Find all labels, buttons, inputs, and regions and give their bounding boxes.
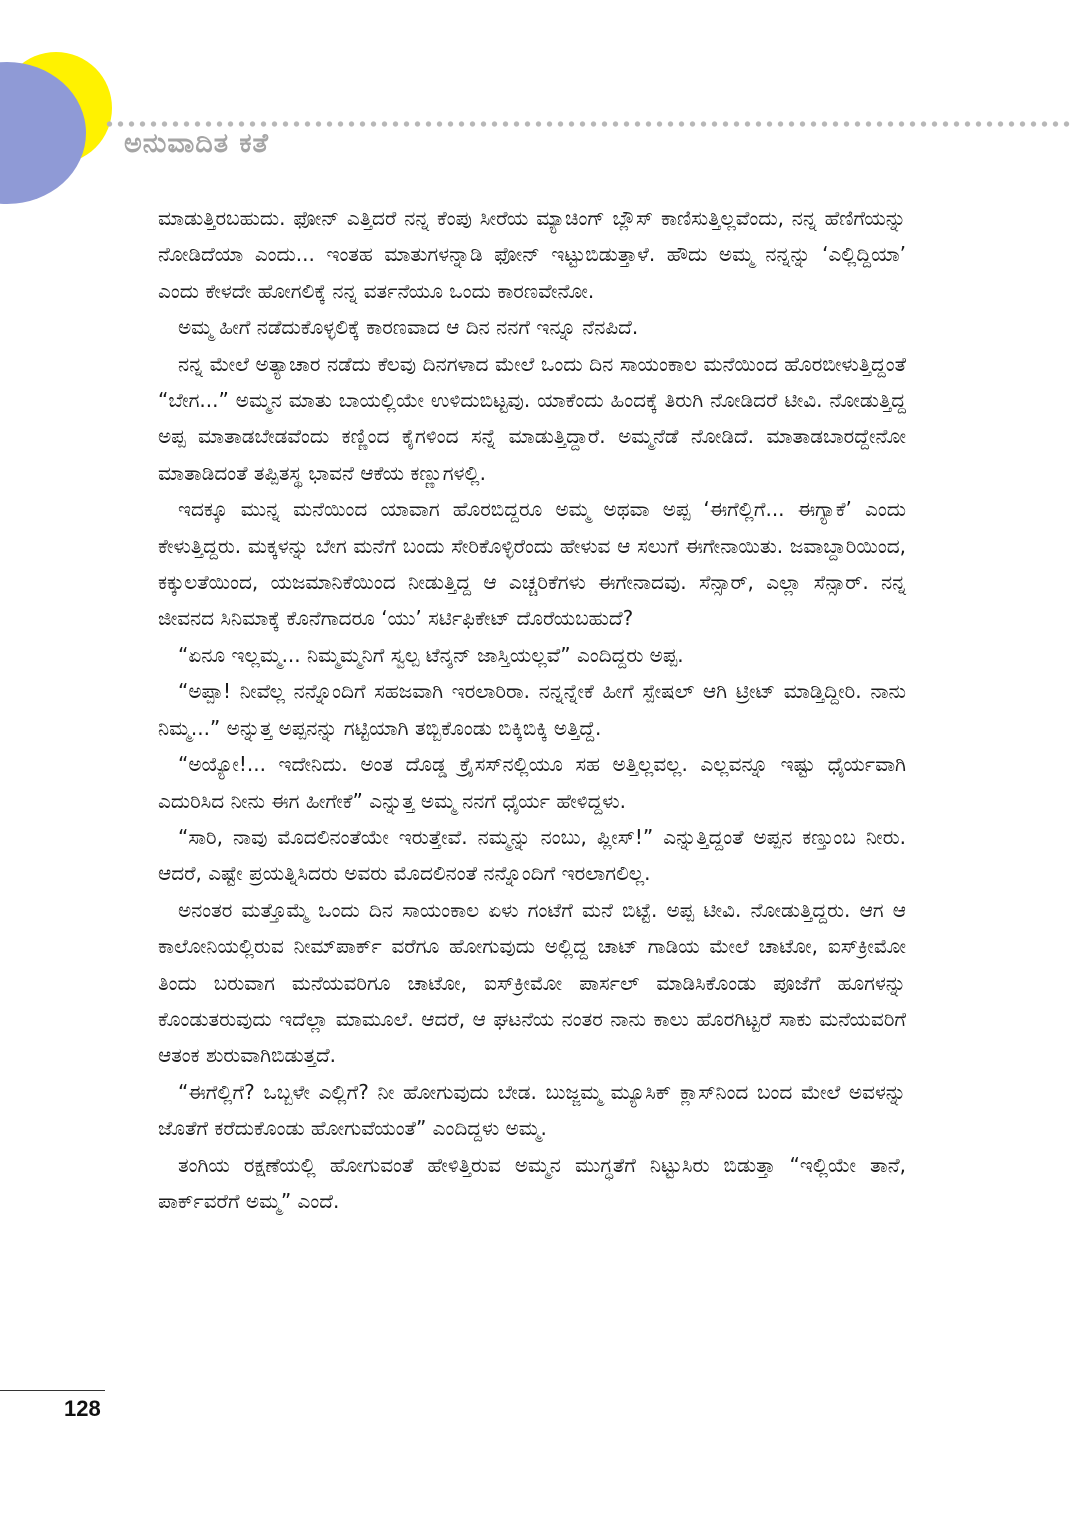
- paragraph: ತಂಗಿಯ ರಕ್ಷಣೆಯಲ್ಲಿ ಹೋಗುವಂತೆ ಹೇಳಿತ್ತಿರುವ ಅಮ್ಮನ ಮುಗ್ಧತೆಗೆ ನಿಟ್ಟುಸಿರು ಬಿಡುತ್ತಾ “ಇಲ್ಲಿಯೇ ತಾನೆ, ಪಾರ್ಕ್‌ವರೆಗೆ ಅಮ್ಮ” ಎಂದೆ.: [158, 1152, 906, 1213]
- paragraph: “ಈಗೆಲ್ಲಿಗೆ? ಒಬ್ಬಳೇ ಎಲ್ಲಿಗೆ? ನೀ ಹೋಗುವುದು ಬೇಡ. ಬುಜ್ಜಮ್ಮ ಮ್ಯೂಸಿಕ್ ಕ್ಲಾಸ್‌ನಿಂದ ಬಂದ ಮೇಲೆ ಅವಳನ್ನು ಜೊತೆಗೆ ಕರೆದುಕೊಂಡು ಹೋಗುವೆಯಂತೆ” ಎಂದಿದ್ದಳು ಅಮ್ಮ.: [158, 1079, 906, 1141]
- paragraph: “ಏನೂ ಇಲ್ಲಮ್ಮ... ನಿಮ್ಮಮ್ಮನಿಗೆ ಸ್ವಲ್ಪ ಟೆನ್ಶನ್ ಜಾಸ್ತಿಯಲ್ಲವೆ” ಎಂದಿದ್ದರು ಅಪ್ಪ.: [178, 642, 684, 667]
- page-number: 128: [64, 1396, 101, 1421]
- paragraph: ಅಮ್ಮ ಹೀಗೆ ನಡೆದುಕೊಳ್ಳಲಿಕ್ಕೆ ಕಾರಣವಾದ ಆ ದಿನ ನನಗೆ ಇನ್ನೂ ನೆನಪಿದೆ.: [178, 315, 639, 340]
- section-title: ಅನುವಾದಿತ ಕತೆ: [124, 128, 269, 159]
- paragraph: ಇದಕ್ಕೂ ಮುನ್ನ ಮನೆಯಿಂದ ಯಾವಾಗ ಹೊರಬಿದ್ದರೂ ಅಮ್ಮ ಅಥವಾ ಅಪ್ಪ ‘ಈಗೆಲ್ಲಿಗೆ... ಈಗ್ಯಾಕೆ’ ಎಂದು ಕೇಳುತ್ತಿದ್ದರು. ಮಕ್ಕಳನ್ನು ಬೇಗ ಮನೆಗೆ ಬಂದು ಸೇರಿಕೊಳ್ಳಿರೆಂದು ಹೇಳುವ ಆ ಸಲುಗೆ ಈಗೇನಾಯಿತು. ಜವಾಬ್ದಾರಿಯಿಂದ, ಕಕ್ಕುಲತೆಯಿಂದ, ಯಜಮಾನಿಕೆಯಿಂದ ನೀಡುತ್ತಿದ್ದ ಆ ಎಚ್ಚರಿಕೆಗಳು ಈಗೇನಾದವು. ಸೆನ್ಸಾರ್, ಎಲ್ಲಾ ಸೆನ್ಸಾರ್. ನನ್ನ ಜೀವನದ ಸಿನಿಮಾಕ್ಕೆ ಕೊನೆಗಾದರೂ ‘ಯು’ ಸರ್ಟಿಫಿಕೇಟ್ ದೊರೆಯಬಹುದೆ?: [158, 497, 906, 631]
- paragraph: “ಅಯ್ಯೋ!... ಇದೇನಿದು. ಅಂತ ದೊಡ್ಡ ಕ್ರೈಸಸ್‌ನಲ್ಲಿಯೂ ಸಹ ಅತ್ತಿಲ್ಲವಲ್ಲ. ಎಲ್ಲವನ್ನೂ ಇಷ್ಟು ಧೈರ್ಯವಾಗಿ ಎದುರಿಸಿದ ನೀನು ಈಗ ಹೀಗೇಕೆ” ಎನ್ನುತ್ತ ಅಮ್ಮ ನನಗೆ ಧೈರ್ಯ ಹೇಳಿದ್ದಳು.: [158, 752, 906, 813]
- paragraph: “ಸಾರಿ, ನಾವು ಮೊದಲಿನಂತೆಯೇ ಇರುತ್ತೇವೆ. ನಮ್ಮನ್ನು ನಂಬು, ಪ್ಲೀಸ್!” ಎನ್ನುತ್ತಿದ್ದಂತೆ ಅಪ್ಪನ ಕಣ್ತುಂಬ ನೀರು. ಆದರೆ, ಎಷ್ಟೇ ಪ್ರಯತ್ನಿಸಿದರು ಅವರು ಮೊದಲಿನಂತೆ ನನ್ನೊಂದಿಗೆ ಇರಲಾಗಲಿಲ್ಲ.: [158, 824, 906, 886]
- paragraph: ಅನಂತರ ಮತ್ತೊಮ್ಮೆ ಒಂದು ದಿನ ಸಾಯಂಕಾಲ ಏಳು ಗಂಟೆಗೆ ಮನೆ ಬಿಟ್ಟೆ. ಅಪ್ಪ ಟೀವಿ. ನೋಡುತ್ತಿದ್ದರು. ಆಗ ಆ ಕಾಲೋನಿಯಲ್ಲಿರುವ ನೀಮ್‌ಪಾರ್ಕ್ ವರೆಗೂ ಹೋಗುವುದು ಅಲ್ಲಿದ್ದ ಚಾಟ್ ಗಾಡಿಯ ಮೇಲೆ ಚಾಟೋ, ಐಸ್‌ಕ್ರೀಮೋ ತಿಂದು ಬರುವಾಗ ಮನೆಯವರಿಗೂ ಚಾಟೋ, ಐಸ್‌ಕ್ರೀಮೋ ಪಾರ್ಸಲ್ ಮಾಡಿಸಿಕೊಂಡು ಪೂಜೆಗೆ ಹೂಗಳನ್ನು ಕೊಂಡುತರುವುದು ಇದೆಲ್ಲಾ ಮಾಮೂಲೆ. ಆದರೆ, ಆ ಘಟನೆಯ ನಂತರ ನಾನು ಕಾಲು ಹೊರಗಿಟ್ಟರೆ ಸಾಕು ಮನೆಯವರಿಗೆ ಆತಂಕ ಶುರುವಾಗಿಬಿಡುತ್ತದೆ.: [158, 897, 906, 1068]
- dotted-divider: [104, 120, 1072, 128]
- page-number-rule: [0, 1390, 105, 1391]
- story-body: [158, 200, 906, 1219]
- paragraph: ಮಾಡುತ್ತಿರಬಹುದು. ಫೋನ್ ಎತ್ತಿದರೆ ನನ್ನ ಕೆಂಪು ಸೀರೆಯ ಮ್ಯಾಚಿಂಗ್ ಬ್ಲೌಸ್ ಕಾಣಿಸುತ್ತಿಲ್ಲವೆಂದು, ನನ್ನ ಹೆಣಿಗೆಯನ್ನು ನೋಡಿದೆಯಾ ಎಂದು... ಇಂತಹ ಮಾತುಗಳನ್ನಾಡಿ ಫೋನ್ ಇಟ್ಟುಬಿಡುತ್ತಾಳೆ. ಹೌದು ಅಮ್ಮ ನನ್ನನ್ನು ‘ಎಲ್ಲಿದ್ದಿಯಾ’ ಎಂದು ಕೇಳದೇ ಹೋಗಲಿಕ್ಕೆ ನನ್ನ ವರ್ತನೆಯೂ ಒಂದು ಕಾರಣವೇನೋ.: [158, 206, 906, 303]
- paragraph: ನನ್ನ ಮೇಲೆ ಅತ್ಯಾಚಾರ ನಡೆದು ಕೆಲವು ದಿನಗಳಾದ ಮೇಲೆ ಒಂದು ದಿನ ಸಾಯಂಕಾಲ ಮನೆಯಿಂದ ಹೊರಬೀಳುತ್ತಿದ್ದಂತೆ “ಬೇಗ...” ಅಮ್ಮನ ಮಾತು ಬಾಯಲ್ಲಿಯೇ ಉಳಿದುಬಿಟ್ಟವು. ಯಾಕೆಂದು ಹಿಂದಕ್ಕೆ ತಿರುಗಿ ನೋಡಿದರೆ ಟೀವಿ. ನೋಡುತ್ತಿದ್ದ ಅಪ್ಪ ಮಾತಾಡಬೇಡವೆಂದು ಕಣ್ಣಿಂದ ಕೈಗಳಿಂದ ಸನ್ನೆ ಮಾಡುತ್ತಿದ್ದಾರೆ. ಅಮ್ಮನೆಡೆ ನೋಡಿದೆ. ಮಾತಾಡಬಾರದ್ದೇನೋ ಮಾತಾಡಿದಂತೆ ತಪ್ಪಿತಸ್ಥ ಭಾವನೆ ಆಕೆಯ ಕಣ್ಣುಗಳಲ್ಲಿ.: [158, 351, 906, 485]
- paragraph: “ಅಪ್ಪಾ! ನೀವೆಲ್ಲ ನನ್ನೊಂದಿಗೆ ಸಹಜವಾಗಿ ಇರಲಾರಿರಾ. ನನ್ನನ್ನೇಕೆ ಹೀಗೆ ಸ್ಪೇಷಲ್ ಆಗಿ ಟ್ರೀಟ್ ಮಾಡ್ತಿದ್ದೀರಿ. ನಾನು ನಿಮ್ಮ...” ಅನ್ನುತ್ತ ಅಪ್ಪನನ್ನು ಗಟ್ಟಿಯಾಗಿ ತಬ್ಬಿಕೊಂಡು ಬಿಕ್ಕಿಬಿಕ್ಕಿ ಅತ್ತಿದ್ದೆ.: [158, 679, 906, 740]
